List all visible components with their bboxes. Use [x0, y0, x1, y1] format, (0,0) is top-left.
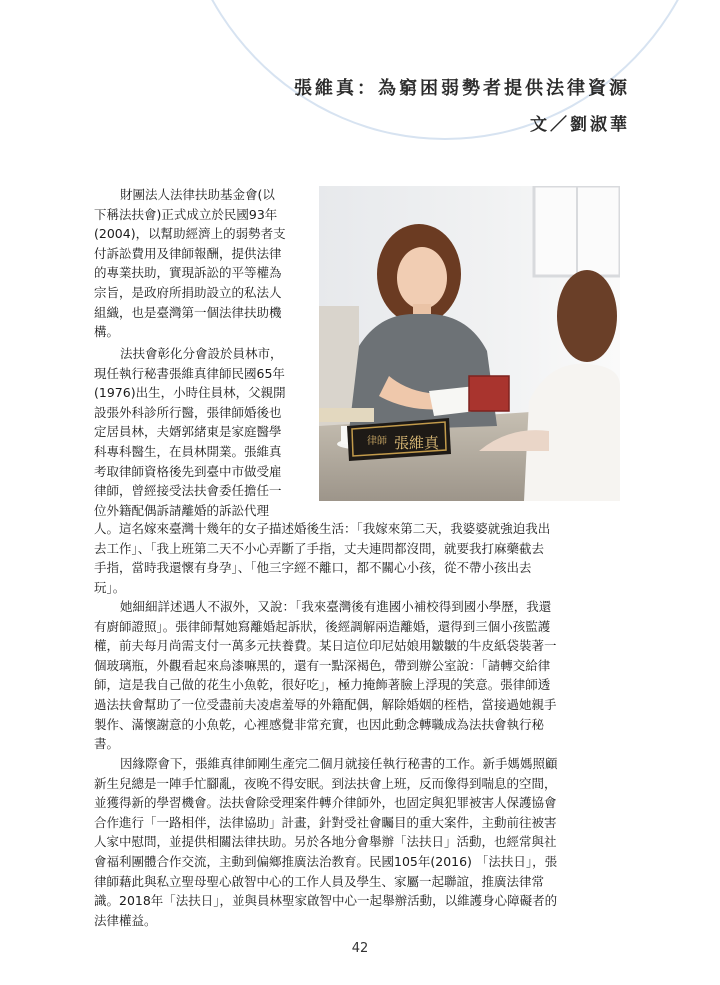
text-line: 科專科醫生，在員林開業。張維真 [94, 443, 282, 459]
text-line: 下稱法扶會)正式成立於民國93年 [94, 206, 278, 222]
text-line: 新生兒總是一陣手忙腳亂，夜晚不得安眠。到法扶會上班，反而像得到喘息的空間， [94, 775, 557, 791]
text-line: 有廚師證照」。張律師幫她寫離婚起訴狀，後經調解兩造離婚，還得到三個小孩監護 [94, 618, 551, 634]
text-line: 個玻璃瓶，外觀看起來烏漆嘛黑的，還有一點深褐色，帶到辦公室說：「請轉交給律 [94, 657, 551, 673]
text-line: 人。這名嫁來臺灣十幾年的女子描述婚後生活：「我嫁來第二天，我婆婆就強迫我出 [94, 521, 551, 536]
text-line: (2004)，以幫助經濟上的弱勢者支 [94, 226, 286, 242]
text-line: 她細細詳述遇人不淑外，又說：「我來臺灣後有進國小補校得到國小學歷，我還 [120, 599, 552, 614]
text-line: 識。2018年「法扶日」，並與員林聖家啟智中心一起舉辦活動，以維護身心障礙者的 [94, 893, 558, 909]
text-line: 因緣際會下，張維真律師剛生產完二個月就接任執行秘書的工作。新手媽媽照顧 [120, 756, 558, 771]
nameplate-name: 張維真 [394, 434, 440, 452]
text-line: 律師藉此與私立聖母聖心啟智中心的工作人員及學生、家屬一起聯誼，推廣法律常 [94, 873, 545, 889]
text-line: 會福利團體合作交流，主動到偏鄉推廣法治教育。民國105年(2016) 「法扶日」，張 [94, 853, 558, 869]
text-line: 組織，也是臺灣第一個法律扶助機 [94, 304, 282, 320]
text-line: 師，這是我自己做的花生小魚乾，很好吃」，極力掩飾著臉上浮現的笑意。張律師透 [94, 677, 551, 693]
text-line: 權，前夫每月尚需支付一萬多元扶養費。某日這位印尼姑娘用皺皺的牛皮紙袋裝著一 [94, 638, 557, 654]
text-line: 人家中慰問，並提供相關法律扶助。另於各地分會舉辦「法扶日」活動，也經常與社 [94, 834, 557, 850]
text-line: 過法扶會幫助了一位受盡前夫凌虐羞辱的外籍配偶，解除婚姻的桎梏，當接過她親手 [94, 696, 557, 712]
text-line: (1976)出生，小時住員林，父親開 [94, 385, 286, 401]
nameplate-title: 律師 [367, 436, 387, 447]
photo-illustration [319, 186, 620, 501]
paragraph-3 [94, 597, 634, 754]
text-line: 宗旨，是政府所捐助設立的私法人 [94, 284, 282, 300]
text-line: 考取律師資格後先到臺中市做受雇 [94, 463, 282, 479]
text-line: 去工作」、「我上班第二天不小心弄斷了手指，丈夫連問都沒問，就要我打麻藥截去 [94, 540, 545, 556]
text-line: 手指，當時我還懷有身孕」、「他三字經不離口，都不關心小孩，從不帶小孩出去 [94, 560, 532, 576]
text-line: 構。 [94, 324, 120, 340]
text-line: 付訴訟費用及律師報酬，提供法律 [94, 245, 282, 261]
text-line: 玩」。 [94, 579, 126, 595]
paragraph-4 [94, 754, 634, 930]
paragraph-2-continued [94, 519, 634, 597]
text-line: 法律權益。 [94, 912, 157, 928]
text-line: 法扶會彰化分會設於員林市， [120, 346, 283, 361]
article-title: 張維真：為窮困弱勢者提供法律資源 [294, 78, 630, 99]
text-line: 位外籍配偶訴請離婚的訴訟代理 [94, 502, 270, 518]
text-line: 財團法人法律扶助基金會(以 [120, 187, 275, 202]
article-author: 文／劉淑華 [530, 115, 630, 135]
text-line: 現任執行秘書張維真律師民國65年 [94, 365, 285, 381]
text-line: 合作進行「一路相伴，法律協助」計畫，針對受社會矚目的重大案件，主動前往被害 [94, 814, 557, 830]
paragraph-1 [94, 185, 316, 342]
lawyer-photo [319, 186, 620, 501]
page-number: 42 [351, 941, 369, 956]
text-line: 的專業扶助，實現訴訟的平等權為 [94, 265, 282, 281]
text-line: 書。 [94, 736, 120, 752]
text-line: 設張外科診所行醫，張律師婚後也 [94, 404, 282, 420]
text-line: 律師，曾經接受法扶會委任擔任一 [94, 483, 282, 499]
paragraph-2 [94, 344, 316, 520]
text-line: 並獲得新的學習機會。法扶會除受理案件轉介律師外，也固定與犯罪被害人保護協會 [94, 795, 557, 811]
text-line: 定居員林，夫婿郭緒東是家庭醫學 [94, 424, 282, 440]
text-line: 製作、滿懷謝意的小魚乾，心裡感覺非常充實，也因此動念轉職成為法扶會執行秘 [94, 716, 545, 732]
